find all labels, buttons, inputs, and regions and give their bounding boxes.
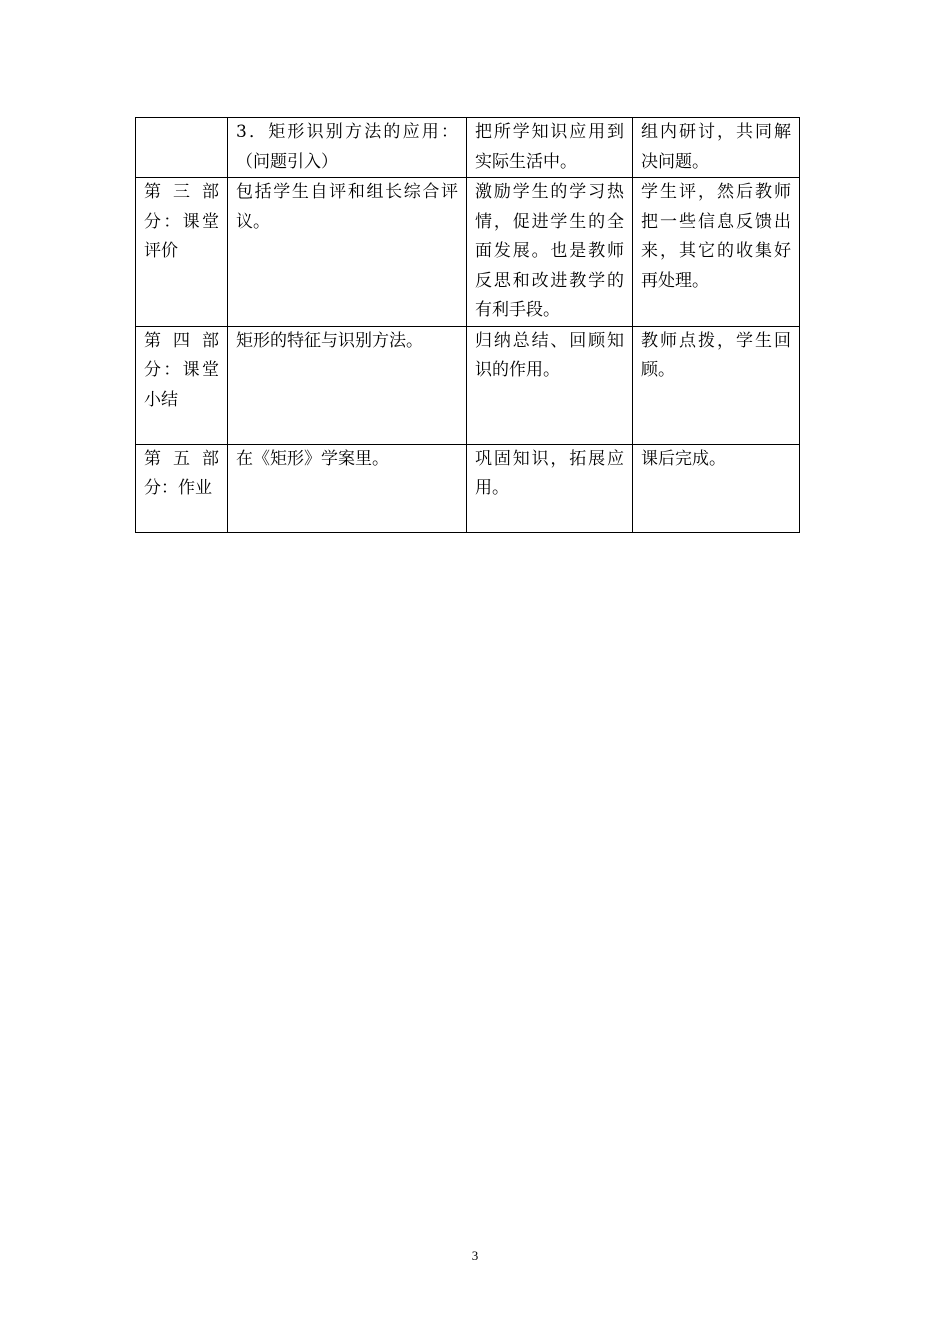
purpose-cell: 归纳总结、回顾知识的作用。 [467, 326, 633, 444]
table-row [136, 118, 800, 178]
lesson-plan-table [135, 117, 800, 533]
content-cell: 包括学生自评和组长综合评议。 [228, 178, 467, 327]
method-cell: 学生评，然后教师把一些信息反馈出来，其它的收集好再处理。 [633, 178, 800, 327]
purpose-cell: 巩固知识，拓展应用。 [467, 444, 633, 532]
method-cell: 课后完成。 [633, 444, 800, 532]
page-number: 3 [471, 1248, 479, 1263]
method-cell: 教师点拨，学生回顾。 [633, 326, 800, 444]
content-cell: 在《矩形》学案里。 [228, 444, 467, 532]
purpose-cell: 把所学知识应用到实际生活中。 [467, 118, 633, 178]
content-cell: 3．矩形识别方法的应用：（问题引入） [228, 118, 467, 178]
purpose-cell: 激励学生的学习热情，促进学生的全面发展。也是教师反思和改进教学的有利手段。 [467, 178, 633, 327]
table-row [136, 444, 800, 532]
content-cell: 矩形的特征与识别方法。 [228, 326, 467, 444]
part-cell: 第四部分：课堂小结 [136, 326, 228, 444]
part-cell [136, 118, 228, 178]
table-row [136, 178, 800, 327]
method-cell: 组内研讨，共同解决问题。 [633, 118, 800, 178]
part-cell: 第三部分：课堂评价 [136, 178, 228, 327]
table-row [136, 326, 800, 444]
part-cell: 第五部分：作业 [136, 444, 228, 532]
